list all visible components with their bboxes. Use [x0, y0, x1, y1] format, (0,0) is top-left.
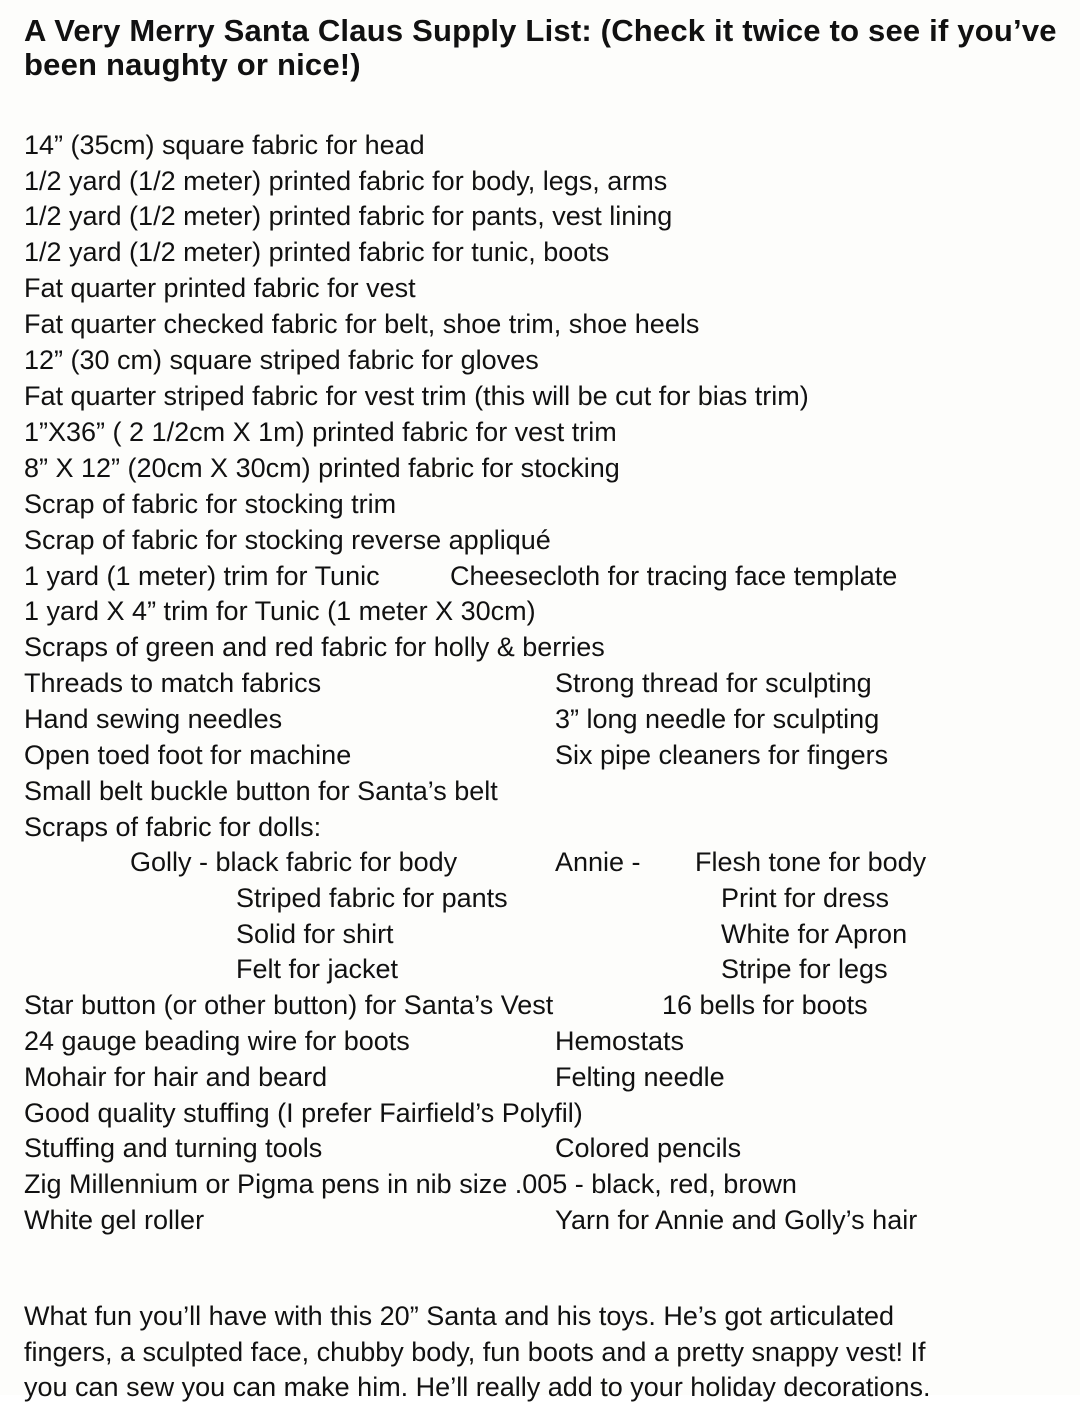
supply-item: Cheesecloth for tracing face template	[450, 561, 898, 591]
supply-item: 1 yard (1 meter) trim for Tunic	[24, 561, 380, 591]
supply-item: 16 bells for boots	[662, 990, 868, 1020]
supply-item: 1/2 yard (1/2 meter) printed fabric for tunic, boots	[24, 237, 610, 267]
supply-item: Six pipe cleaners for fingers	[555, 740, 889, 770]
doll-item: Striped fabric for pants	[236, 883, 508, 913]
supply-item: 3” long needle for sculpting	[555, 704, 880, 734]
doll-item: Stripe for legs	[721, 954, 888, 984]
doll-item: White for Apron	[721, 919, 908, 949]
supply-item: Scraps of green and red fabric for holly & berries	[24, 632, 605, 662]
supply-item: 8” X 12” (20cm X 30cm) printed fabric for stocking	[24, 453, 620, 483]
doll-item: Flesh tone for body	[695, 847, 927, 877]
supply-item: Small belt buckle button for Santa’s belt	[24, 776, 498, 806]
supply-item: Fat quarter printed fabric for vest	[24, 273, 416, 303]
doll-item: Golly - black fabric for body	[130, 847, 458, 877]
supply-item: Yarn for Annie and Golly’s hair	[555, 1205, 918, 1235]
supply-item: 1”X36” ( 2 1/2cm X 1m) printed fabric for vest trim	[24, 417, 617, 447]
supply-item: Open toed foot for machine	[24, 740, 352, 770]
supply-item: Hand sewing needles	[24, 704, 283, 734]
supply-item: Felting needle	[555, 1062, 725, 1092]
supply-item: White gel roller	[24, 1205, 205, 1235]
paragraph-line: fingers, a sculpted face, chubby body, fun boots and a pretty snappy vest! If	[24, 1336, 926, 1367]
supply-item: Fat quarter checked fabric for belt, shoe trim, shoe heels	[24, 309, 700, 339]
supply-item: Fat quarter striped fabric for vest trim (this will be cut for bias trim)	[24, 381, 809, 411]
closing-paragraph	[24, 1299, 1064, 1406]
paragraph-line: What fun you’ll have with this 20” Santa and his toys. He’s got articulated	[24, 1301, 894, 1331]
supply-item: Mohair for hair and beard	[24, 1062, 328, 1092]
supply-item: 12” (30 cm) square striped fabric for gloves	[24, 345, 539, 375]
supply-item: Strong thread for sculpting	[555, 668, 872, 698]
supply-item: Zig Millennium or Pigma pens in nib size .005 - black, red, brown	[24, 1169, 797, 1199]
supply-item: 1/2 yard (1/2 meter) printed fabric for body, legs, arms	[24, 166, 668, 196]
supply-item: 1 yard X 4” trim for Tunic (1 meter X 30cm)	[24, 596, 536, 626]
page-title: A Very Merry Santa Claus Supply List: (Check it twice to see if you’ve been naughty or nice!)	[24, 13, 1057, 82]
doll-item: Print for dress	[721, 883, 890, 913]
doll-item: Solid for shirt	[236, 919, 394, 949]
doll-label: Annie -	[555, 847, 641, 877]
supply-item: 14” (35cm) square fabric for head	[24, 130, 425, 160]
paragraph-line: you can sew you can make him. He’ll really add to your holiday decorations.	[24, 1372, 931, 1402]
supply-item: Scrap of fabric for stocking reverse appliqué	[24, 525, 551, 555]
supply-item: Stuffing and turning tools	[24, 1133, 323, 1163]
supply-item: Star button (or other button) for Santa’s Vest	[24, 990, 554, 1020]
supply-item: Good quality stuffing (I prefer Fairfield’s Polyfil)	[24, 1098, 583, 1128]
doll-item: Felt for jacket	[236, 954, 399, 984]
supply-item: 24 gauge beading wire for boots	[24, 1026, 410, 1056]
supply-item: Scrap of fabric for stocking trim	[24, 489, 397, 519]
supply-item: Colored pencils	[555, 1133, 742, 1163]
supply-item: Threads to match fabrics	[24, 668, 322, 698]
supply-item: Hemostats	[555, 1026, 685, 1056]
supply-item: Scraps of fabric for dolls:	[24, 812, 322, 842]
supply-item: 1/2 yard (1/2 meter) printed fabric for pants, vest lining	[24, 201, 673, 231]
